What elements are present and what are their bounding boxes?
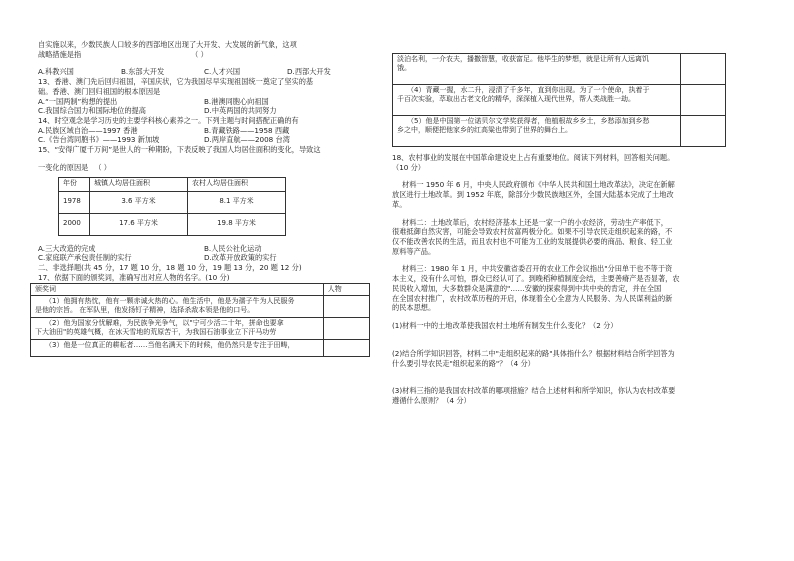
award-line: （2）他为国家分忧解难，为民族争光争气，以"宁可少活二十年，拼命也要拿 bbox=[45, 318, 284, 327]
table-header: 城镇人均居住面积 bbox=[90, 177, 188, 191]
option: A.“一国两制”构想的提出 bbox=[38, 96, 118, 106]
option: D.两岸直航——2008 台湾 bbox=[204, 135, 290, 145]
award-header: 颁奖词 bbox=[31, 283, 324, 295]
material-line: 在全国农村推广，农村改革历程的开启，体现着全心全意为人民服务、为人民谋利益的新 bbox=[392, 293, 673, 303]
q14-options-row bbox=[38, 126, 370, 136]
award-line: （1）他拥有热忱，他有一颗赤诚火热的心。他生活中，他是为孺子牛为人民服务 bbox=[45, 296, 295, 305]
person-answer-cell[interactable] bbox=[680, 85, 725, 116]
award-table bbox=[30, 283, 370, 357]
material-line: 很难抵御自然灾害，可能会导致农村贫富两极分化。如果不引导农民走组织起来的路，不 bbox=[392, 227, 673, 237]
table-row bbox=[393, 85, 726, 116]
table-cell: 1978 bbox=[59, 191, 90, 213]
right-column bbox=[392, 53, 725, 406]
option: D.中英两国的共同努力 bbox=[204, 106, 277, 116]
table-row bbox=[393, 116, 726, 147]
question-2 bbox=[392, 349, 725, 368]
option: A.三大改造的完成 bbox=[38, 243, 96, 253]
option: B.港澳同胞心向祖国 bbox=[204, 96, 269, 106]
award-cell bbox=[31, 339, 324, 356]
award-line: （4）青藏一握，水二升，浸渍了千多年，直到你出现。为了一个使命，执着于 bbox=[407, 86, 650, 94]
option: D.西部大开发 bbox=[287, 67, 331, 77]
intro-line: 战略措施是指 bbox=[38, 49, 82, 59]
award-line: 乡之中，顺便把他家乡的红高粱也带到了世界的舞台上。 bbox=[397, 126, 572, 135]
table-row bbox=[393, 54, 726, 85]
award-cell bbox=[393, 85, 681, 116]
award-line: （3）他是一位真正的耕耘者……当他名满天下的时候，他仍然只是专注于田畴， bbox=[45, 340, 295, 349]
q13-line: 础。香港、澳门回归祖国的根本原因是 bbox=[38, 86, 161, 96]
intro-line: 自实施以来，少数民族人口较多的西部地区出现了大开发、大发展的新气象，这项 bbox=[38, 40, 297, 49]
award-cell bbox=[31, 295, 324, 317]
material-line: 仅不能改善农民的生活，而且农村也不可能为工业的发展提供必要的商品、粮食、轻工业 bbox=[392, 237, 673, 247]
table-cell: 19.8 平方米 bbox=[188, 213, 286, 235]
material-line: 革。 bbox=[392, 199, 407, 209]
q18-line: 18、农村事业的发展在中国革命建设史上占有重要地位。阅读下列材料，回答相关问题。 bbox=[392, 153, 675, 162]
material-line: 原料等产品。 bbox=[392, 246, 436, 256]
table-header-row bbox=[59, 177, 286, 191]
award-line: 淡泊名利，一介农夫，播撒智慧，收获富足。他毕生的梦想，就是让所有人远离饥 bbox=[397, 55, 649, 63]
answer-paren: （ ） bbox=[191, 49, 208, 59]
material-line: 材料二：土地改革后，农村经济基本上还是一家一户的小农经济，劳动生产率低下， bbox=[402, 217, 668, 227]
table-cell: 2000 bbox=[59, 213, 90, 235]
q15-options-row bbox=[38, 253, 370, 263]
question-line: (3)材料三指的是我国农村改革的哪项措施？结合上述材料和所学知识，你认为农村改革要 bbox=[392, 386, 676, 396]
person-answer-cell[interactable] bbox=[680, 116, 725, 147]
material-1 bbox=[392, 180, 725, 209]
award-cell bbox=[31, 317, 324, 339]
question-line: 什么要引导农民走"组织起来的路"？（4 分） bbox=[392, 358, 535, 368]
question-1 bbox=[392, 321, 725, 331]
table-header: 农村人均居住面积 bbox=[188, 177, 286, 191]
award-line: 是他的宗旨。 在军队里，他发扬钉子精神，选择杀敌本领是他的口号。 bbox=[35, 306, 255, 315]
q13-line: 13、香港、澳门先后回归祖国，辛国庆状，它为我国尽早实现祖国统一奠定了坚实的基 bbox=[38, 77, 314, 87]
q13-options-row bbox=[38, 97, 370, 107]
material-line: 的民本思想。 bbox=[392, 303, 436, 313]
table-header: 年份 bbox=[59, 177, 90, 191]
option: C.家庭联产承包责任制的实行 bbox=[38, 253, 132, 263]
material-line: 材料一 1950 年 6 月，中央人民政府颁布《中华人民共和国土地改革法》，决定在新解 bbox=[402, 180, 675, 190]
award-line: 千百次实验，萃取出古老文化的精华，深深植入现代世界，帮人类战胜一劫。 bbox=[397, 95, 635, 104]
material-line: 材料三：1980 年 1 月，中共安徽省委召开的农业工作会议指出"分田单干也不等于资 bbox=[402, 264, 673, 274]
table-row bbox=[31, 295, 370, 317]
award-cell bbox=[393, 54, 681, 85]
table-cell: 8.1 平方米 bbox=[188, 191, 286, 213]
question-line: 遵循什么原则？（4 分） bbox=[392, 395, 471, 405]
table-row bbox=[59, 213, 286, 235]
q12-options bbox=[38, 67, 370, 77]
award-table-continued bbox=[392, 53, 726, 147]
q13-options-row bbox=[38, 106, 370, 116]
material-2 bbox=[392, 218, 725, 257]
option: B.青藏铁路——1958 西藏 bbox=[204, 125, 290, 135]
q15-line: 15、“安得广厦千万间”是世人的一种期盼，下表反映了我国人均居住面积的变化，导致这 bbox=[38, 145, 321, 155]
person-answer-cell[interactable] bbox=[323, 317, 369, 339]
person-answer-cell[interactable] bbox=[323, 295, 369, 317]
person-header: 人物 bbox=[323, 283, 369, 295]
table-cell: 17.6 平方米 bbox=[90, 213, 188, 235]
question-line: (1)材料一中的土地改革使我国农村土地所有制发生什么变化？（2 分） bbox=[392, 321, 618, 331]
question-3 bbox=[392, 386, 725, 405]
q17-line: 17、依据下面的颁奖词，准确写出对应人物的名字。(10 分) bbox=[38, 272, 230, 282]
option: A.民族区域自治——1997 香港 bbox=[38, 125, 138, 135]
question-line: (2)结合所学知识回答，材料二中"走组织起来的路"具体指什么？根据材料结合所学回答为 bbox=[392, 348, 675, 358]
q15-options-row bbox=[38, 244, 370, 254]
material-3 bbox=[392, 264, 725, 313]
award-cell bbox=[393, 116, 681, 147]
table-row bbox=[31, 339, 370, 356]
q14-options-row bbox=[38, 135, 370, 145]
q18-block bbox=[392, 153, 725, 172]
section-heading: 二、非选择题(共 45 分，17 题 10 分，18 题 10 分，19 题 13 分，20 题 12 分) bbox=[38, 263, 302, 273]
q15-line: 一变化的原因是 bbox=[38, 162, 89, 172]
person-answer-cell[interactable] bbox=[680, 54, 725, 85]
material-line: 民说收入增加，大多数群众是满意的"……安徽的探索得到中共中央的肯定，并在全国 bbox=[392, 283, 662, 293]
left-column bbox=[35, 40, 370, 357]
option: C.人才兴国 bbox=[204, 67, 241, 77]
answer-paren: （ ） bbox=[94, 162, 111, 172]
table-cell: 3.6 平方米 bbox=[90, 191, 188, 213]
person-answer-cell[interactable] bbox=[323, 339, 369, 356]
q14-line: 14、时空观念是学习历史的主要学科核心素养之一。下列主题与时间搭配正确的有 bbox=[38, 116, 299, 126]
table-row bbox=[31, 317, 370, 339]
q18-line: （10 分） bbox=[392, 162, 425, 172]
award-line: 下大油田"的英雄气概，在冰天雪地的荒原苦干，为我国石油事业立下汗马功劳 bbox=[35, 328, 277, 337]
material-line: 放区进行土地改革。到 1952 年底，除部分少数民族地区外，全国大陆基本完成了土地改 bbox=[392, 190, 674, 200]
option: A.科教兴国 bbox=[38, 67, 74, 77]
option: C.《告台湾同胞书》——1993 新加坡 bbox=[38, 135, 160, 145]
table-header-row bbox=[31, 283, 370, 295]
award-line: （5）他是中国第一位诺贝尔文学奖获得者，他植根故乡乡土，乡愁添加到乡愁 bbox=[407, 117, 650, 125]
award-line: 饿。 bbox=[397, 64, 411, 73]
living-area-table bbox=[58, 177, 286, 236]
option: C.我国综合国力和国际地位的提高 bbox=[38, 106, 146, 116]
table-row bbox=[59, 191, 286, 213]
option: D.改革开放政策的实行 bbox=[204, 253, 277, 263]
option: B.人民公社化运动 bbox=[204, 243, 262, 253]
option: B.东部大开发 bbox=[121, 67, 165, 77]
material-line: 本主义，没有什么可怕，群众已经认可了。到晚稻种植制度会结，主要善瘠产是否显著，农 bbox=[392, 274, 680, 284]
